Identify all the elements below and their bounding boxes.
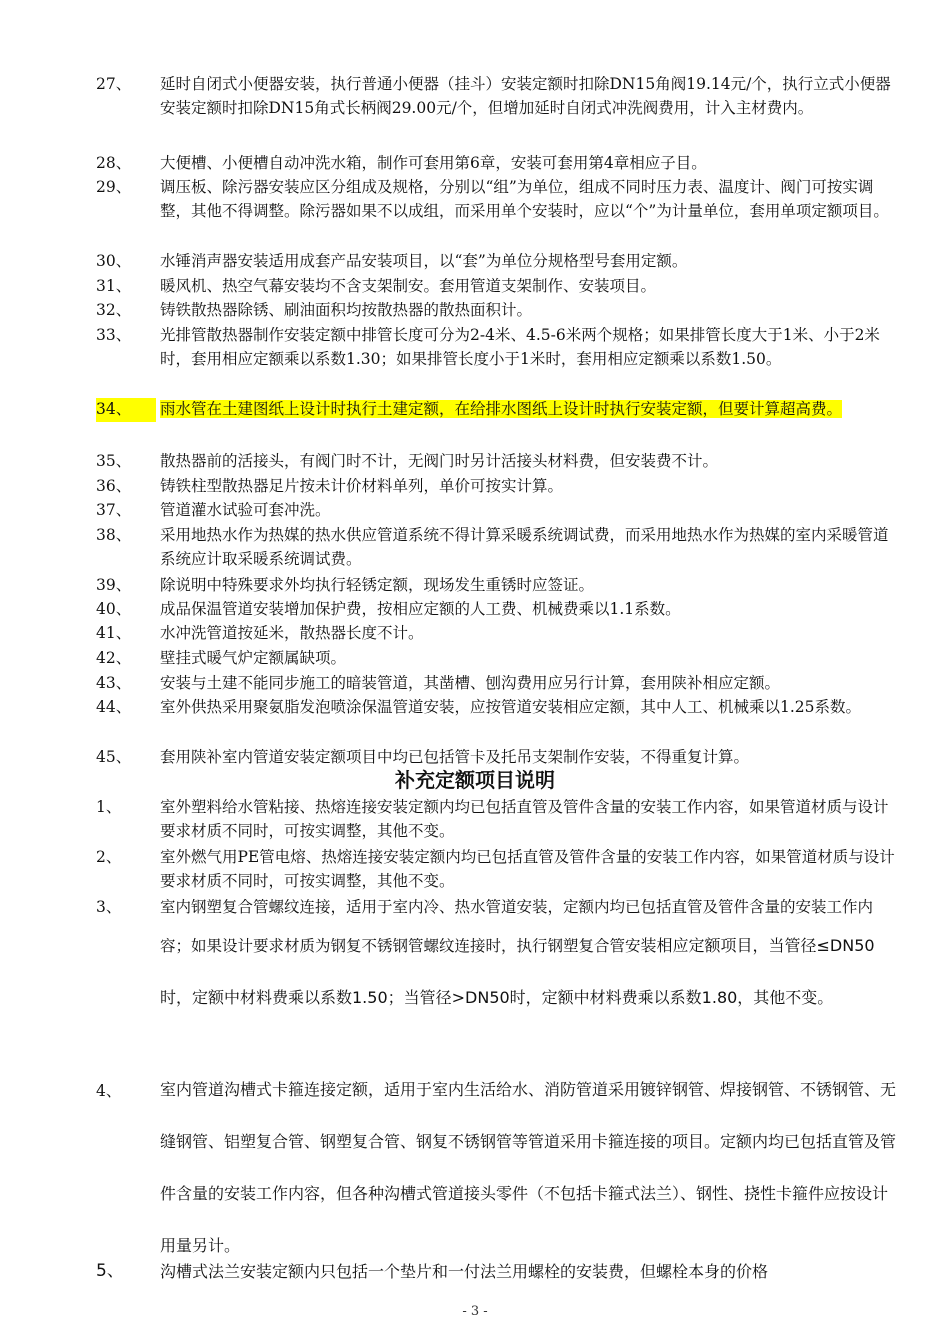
- section-title: 补充定额项目说明: [395, 768, 555, 792]
- item-number: 45、: [96, 748, 132, 766]
- item-text: 管道灌水试验可套冲洗。: [160, 501, 331, 519]
- item-number: 39、: [96, 576, 132, 594]
- item-number: 28、: [96, 154, 132, 172]
- item-text: 大便槽、小便槽自动冲洗水箱，制作可套用第6章，安装可套用第4章相应子目。: [160, 154, 707, 172]
- item-number: 43、: [96, 674, 132, 692]
- item-text: 暖风机、热空气幕安装均不含支架制安。套用管道支架制作、安装项目。: [160, 277, 657, 295]
- item-text: 采用地热水作为热媒的热水供应管道系统不得计算采暖系统调试费，而采用地热水作为热媒的室内采暖管道系统应计取采暖系统调试费。: [160, 526, 889, 568]
- item-text: 成品保温管道安装增加保护费，按相应定额的人工费、机械费乘以1.1系数。: [160, 600, 681, 618]
- item-text: 室外塑料给水管粘接、热熔连接安装定额内均已包括直管及管件含量的安装工作内容，如果管道材质与设计要求材质不同时，可按实调整，其他不变。: [160, 798, 889, 840]
- item-text: 铸铁柱型散热器足片按未计价材料单列，单价可按实计算。: [160, 477, 564, 495]
- item-number: 40、: [96, 600, 132, 618]
- item-text: 调压板、除污器安装应区分组成及规格，分别以“组”为单位，组成不同时压力表、温度计、阀门可按实调整，其他不得调整。除污器如果不以成组，而采用单个安装时，应以“个”为计量单位，套用单项定额项目。: [160, 178, 889, 220]
- item-number: 37、: [96, 501, 132, 519]
- item-text: 沟槽式法兰安装定额内只包括一个垫片和一付法兰用螺栓的安装费，但螺栓本身的价格: [160, 1262, 769, 1281]
- item-number: 29、: [96, 178, 132, 196]
- item-number: 42、: [96, 649, 132, 667]
- item-text: 壁挂式暖气炉定额属缺项。: [160, 649, 347, 667]
- item-text-part: 室内钢塑复合管螺纹连接，适用于室内冷、热水管道安装，定额内均已包括直管及管件含量的安装工作内容；如果设计要求材质为钢复不锈钢管螺纹连接时，执行钢塑复合管安: [160, 898, 874, 955]
- item-number: 30、: [96, 252, 132, 270]
- item-text: 散热器前的活接头，有阀门时不计，无阀门时另计活接头材料费，但安装费不计。: [160, 452, 719, 470]
- item-number: 31、: [96, 277, 132, 295]
- item-text: 水冲洗管道按延米，散热器长度不计。: [160, 624, 424, 642]
- item-text: 安装与土建不能同步施工的暗装管道，其凿槽、刨沟费用应另行计算，套用陕补相应定额。: [160, 674, 781, 692]
- item-text: 延时自闭式小便器安装，执行普通小便器（挂斗）安装定额时扣除DN15角阀19.14元/个，执行立式小便器安装定额时扣除DN15角式长柄阀29.00元/个，但增加延时自闭式冲洗阀费用，计入主材费内。: [160, 75, 891, 117]
- item-text-part: 装相应定额项目，当管径≤DN50时，定额中材料费乘以系数1.50；当管径>DN50时，定额中材料费乘以系数1.80，其他不变。: [160, 935, 875, 1007]
- item-text: 套用陕补室内管道安装定额项目中均已包括管卡及托吊支架制作安装，不得重复计算。: [160, 748, 750, 766]
- page-number: - 3 -: [462, 1304, 488, 1319]
- item-number: 36、: [96, 477, 132, 495]
- item-text: 水锤消声器安装适用成套产品安装项目，以“套”为单位分规格型号套用定额。: [160, 252, 688, 270]
- item-number: 34、: [96, 398, 156, 422]
- item-number: 41、: [96, 624, 132, 642]
- item-text: 室外供热采用聚氨脂发泡喷涂保温管道安装，应按管道安装相应定额，其中人工、机械乘以1.25系数。: [160, 698, 862, 716]
- item-text: 室内管道沟槽式卡箍连接定额，适用于室内生活给水、消防管道采用镀锌钢管、焊接钢管、不锈钢管、无缝钢管、铝塑复合管、钢塑复合管、钢复不锈钢管等管道采用卡箍连接的项目。定额内均已包括直管及管件含量的安装工作内容，但各种沟槽式管道接头零件（不包括卡箍式法兰）、钢性、挠性卡箍件应按设计用量另计。: [160, 1080, 897, 1255]
- item-number: 27、: [96, 75, 132, 93]
- item-number: 38、: [96, 526, 132, 544]
- item-number: 4、: [96, 1082, 122, 1100]
- item-number: 5、: [96, 1261, 124, 1281]
- item-text: 铸铁散热器除锈、刷油面积均按散热器的散热面积计。: [160, 301, 533, 319]
- highlighted-text: 雨水管在土建图纸上设计时执行土建定额，在给排水图纸上设计时执行安装定额，但要计算超高费。: [160, 400, 843, 418]
- item-number: 44、: [96, 698, 132, 716]
- item-text: [160, 896, 896, 1024]
- item-number: 1、: [96, 798, 122, 816]
- item-number: 2、: [96, 848, 122, 866]
- item-number: 3、: [96, 898, 122, 916]
- item-text: 光排管散热器制作安装定额中排管长度可分为2-4米、4.5-6米两个规格；如果排管长度大于1米、小于2米时，套用相应定额乘以系数1.30；如果排管长度小于1米时，套用相应定额乘以系数1.50。: [160, 326, 880, 368]
- item-number: 33、: [96, 326, 132, 344]
- item-number: 32、: [96, 301, 132, 319]
- item-number: 35、: [96, 452, 132, 470]
- item-text: 室外燃气用PE管电熔、热熔连接安装定额内均已包括直管及管件含量的安装工作内容，如果管道材质与设计要求材质不同时，可按实调整，其他不变。: [160, 848, 895, 890]
- item-text: 除说明中特殊要求外均执行轻锈定额，现场发生重锈时应签证。: [160, 576, 595, 594]
- item-text: [160, 398, 896, 422]
